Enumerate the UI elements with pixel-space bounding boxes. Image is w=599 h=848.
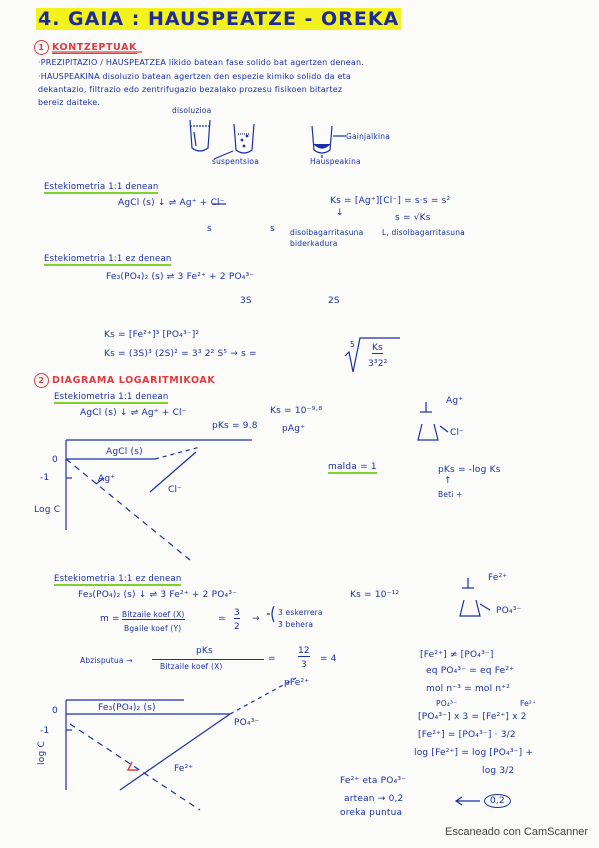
note-solubility: disolbagarritasuna xyxy=(290,228,364,237)
agcl-reaction: AgCl (s) ↓ ⇌ Ag⁺ + Cl⁻ xyxy=(118,198,225,208)
beaker-suspension xyxy=(234,124,254,153)
note-solubility-2: L, disolbagarritasuna xyxy=(382,228,465,237)
beaker-precipitate xyxy=(312,126,346,153)
label-hauspeakina: Hauspeakina xyxy=(310,157,361,166)
diagram-1-ks: Ks = 10⁻⁹·⁸ xyxy=(270,406,323,416)
deriv-line-3: mol n⁻³ = mol n⁺² xyxy=(426,684,511,694)
deriv-line-5: [Fe²⁺] = [PO₄³⁻] · 3/2 xyxy=(418,730,516,740)
section-title: KONTZEPTUAK xyxy=(52,42,137,53)
deriv-line-6: log [Fe²⁺] = log [PO₄³⁻] + xyxy=(414,748,534,758)
slope-down-3: 3 behera xyxy=(278,620,314,629)
diagram-1-heading: Estekiometria 1:1 denean xyxy=(54,392,169,402)
pks-definition: pKs = -log Ks xyxy=(438,465,501,475)
slope-frac-den: 2 xyxy=(234,622,240,632)
fe3po4-reaction: Fe₃(PO₄)₂ (s) ⇌ 3 Fe²⁺ + 2 PO₄³⁻ xyxy=(106,272,255,282)
slope-arrow: → xyxy=(252,614,260,624)
agcl-s-2: s xyxy=(270,224,275,234)
slope-denominator: Bgaile koef (Y) xyxy=(124,624,182,633)
label-gainjalkina: Gainjalkina xyxy=(346,132,390,141)
s-root: s = √Ks xyxy=(395,213,431,223)
page-title: 4. GAIA : HAUSPEATZE - OREKA xyxy=(38,8,400,30)
deriv-line-1: [Fe²⁺] ≠ [PO₄³⁻] xyxy=(420,650,494,660)
slope-eq: = xyxy=(218,614,226,624)
diagram-1-axes xyxy=(66,440,252,530)
slope-lhs: m = xyxy=(100,614,120,624)
root-denominator: 3³2² xyxy=(368,359,388,369)
diagram-1-agcl: AgCl (s) xyxy=(106,447,143,457)
diagram-2-minus1: -1 xyxy=(40,726,50,736)
label-suspentsioa: suspentsioa xyxy=(212,157,260,166)
beaker-cl-label: Cl⁻ xyxy=(450,428,465,438)
beaker-solution xyxy=(190,120,210,151)
deriv-line-3-sub-b: Fe²⁺ xyxy=(520,699,537,708)
equilibrium-note-2: artean → 0,2 xyxy=(344,794,404,804)
label-disoluzioa: disoluzioa xyxy=(172,106,212,115)
section-title: DIAGRAMA LOGARITMIKOAK xyxy=(52,375,216,386)
beaker-ag-label: Ag⁺ xyxy=(446,396,464,406)
diagram-1-minus1: -1 xyxy=(40,473,50,483)
equilibrium-note-3: oreka puntua xyxy=(340,808,403,818)
concept-para-2a: ·HAUSPEAKINA disoluzio batean agertzen den espezie kimiko solido da eta xyxy=(38,72,352,81)
abscissa-den: Bitzaile koef (X) xyxy=(160,662,223,671)
section-number: 1 xyxy=(34,40,49,55)
diagram-1-cl: Cl⁻ xyxy=(168,485,183,495)
diagram-2-fe: Fe²⁺ xyxy=(174,764,194,774)
diagram-1-cl-line xyxy=(150,447,200,492)
abscissa-lhs: Abzisputua → xyxy=(80,656,133,665)
fe-3s: 3S xyxy=(240,296,252,306)
abscissa-frac-num: 12 xyxy=(298,646,310,656)
deriv-line-2: eq PO₄³⁻ = eq Fe²⁺ xyxy=(426,666,515,676)
ks-down-arrow: ↓ xyxy=(336,208,344,218)
slope-numerator: Bitzaile koef (X) xyxy=(122,610,185,619)
note-product: biderkadura xyxy=(290,239,338,248)
diagram-2-logc: log C xyxy=(36,741,47,765)
agcl-s-1: s xyxy=(207,224,212,234)
ks-expression: Ks = [Ag⁺][Cl⁻] = s·s = s² xyxy=(330,196,451,206)
po4-2s: 2S xyxy=(328,296,340,306)
abscissa-frac-den: 3 xyxy=(301,660,307,670)
beaker-fe3po4 xyxy=(460,578,490,616)
equilibrium-value: 0,2 xyxy=(484,794,511,808)
diagram-2-po4: PO₄³⁻ xyxy=(234,718,260,728)
concept-para-2b: dekantazio, filtrazio edo zentrifugazio bezalako prozesu fisikoen bitartez xyxy=(38,85,343,94)
diagram-2-axes xyxy=(66,700,184,790)
diagram-1-ag: Ag⁺ xyxy=(98,474,116,484)
diagram-2-fe3po4: Fe₃(PO₄)₂ (s) xyxy=(98,703,156,713)
diagram-2-ks: Ks = 10⁻¹² xyxy=(350,590,400,600)
section-number: 2 xyxy=(34,373,49,388)
diagram-2-fe-line xyxy=(120,678,296,790)
pks-always-positive: Beti + xyxy=(438,490,463,499)
root-numerator: Ks xyxy=(372,343,383,353)
diagram-2-zero: 0 xyxy=(52,706,58,716)
concept-para-1: ·PREZIPITAZIO / HAUSPEATZEA likido batean fase solido bat agertzen denean. xyxy=(38,58,365,67)
stoich-non-1-1-heading: Estekiometria 1:1 ez denean xyxy=(44,254,172,264)
deriv-line-4: [PO₄³⁻] x 3 = [Fe²⁺] x 2 xyxy=(418,712,527,722)
slope-note: malda = 1 xyxy=(328,462,377,472)
diagram-1-reaction: AgCl (s) ↓ ⇌ Ag⁺ + Cl⁻ xyxy=(80,408,187,418)
ks-fe-expression: Ks = [Fe²⁺]³ [PO₄³⁻]² xyxy=(104,330,200,340)
diagram-2-po4-line xyxy=(70,724,200,810)
stoich-1-1-heading: Estekiometria 1:1 denean xyxy=(44,182,159,192)
equilibrium-note-1: Fe²⁺ eta PO₄³⁻ xyxy=(340,776,407,786)
deriv-line-7: log 3/2 xyxy=(482,766,515,776)
diagram-1-zero: 0 xyxy=(52,455,58,465)
diagram-1-pag: pAg⁺ xyxy=(282,424,306,434)
abscissa-eq: = xyxy=(268,654,276,664)
slope-left-3: 3 eskerrera xyxy=(278,608,323,617)
root-index: 5 xyxy=(350,340,355,349)
concept-para-2c: bereiz daiteke. xyxy=(38,98,101,107)
diagram-2-pfe: pFe²⁺ xyxy=(284,678,310,688)
scanner-watermark: Escaneado con CamScanner xyxy=(445,826,589,838)
slope-frac-num: 3 xyxy=(234,608,240,618)
diagram-2-reaction: Fe₃(PO₄)₂ (s) ↓ ⇌ 3 Fe²⁺ + 2 PO₄³⁻ xyxy=(78,590,238,600)
beaker-fe-label: Fe²⁺ xyxy=(488,573,508,583)
beaker-po4-label: PO₄³⁻ xyxy=(496,606,522,616)
diagram-1-logc: Log C xyxy=(34,505,61,515)
pks-up-arrow: ↑ xyxy=(444,476,452,486)
beaker-agcl xyxy=(418,402,448,440)
diagram-2-heading: Estekiometria 1:1 ez denean xyxy=(54,574,182,584)
ks-fe-expanded: Ks = (3S)³ (2S)² = 3³ 2² S⁵ → s = xyxy=(104,349,257,359)
abscissa-num: pKs xyxy=(196,646,213,656)
diagram-1-pks: pKs = 9.8 xyxy=(212,421,258,431)
deriv-line-3-sub-a: PO₄³⁻ xyxy=(436,699,458,708)
abscissa-result: = 4 xyxy=(320,654,337,664)
